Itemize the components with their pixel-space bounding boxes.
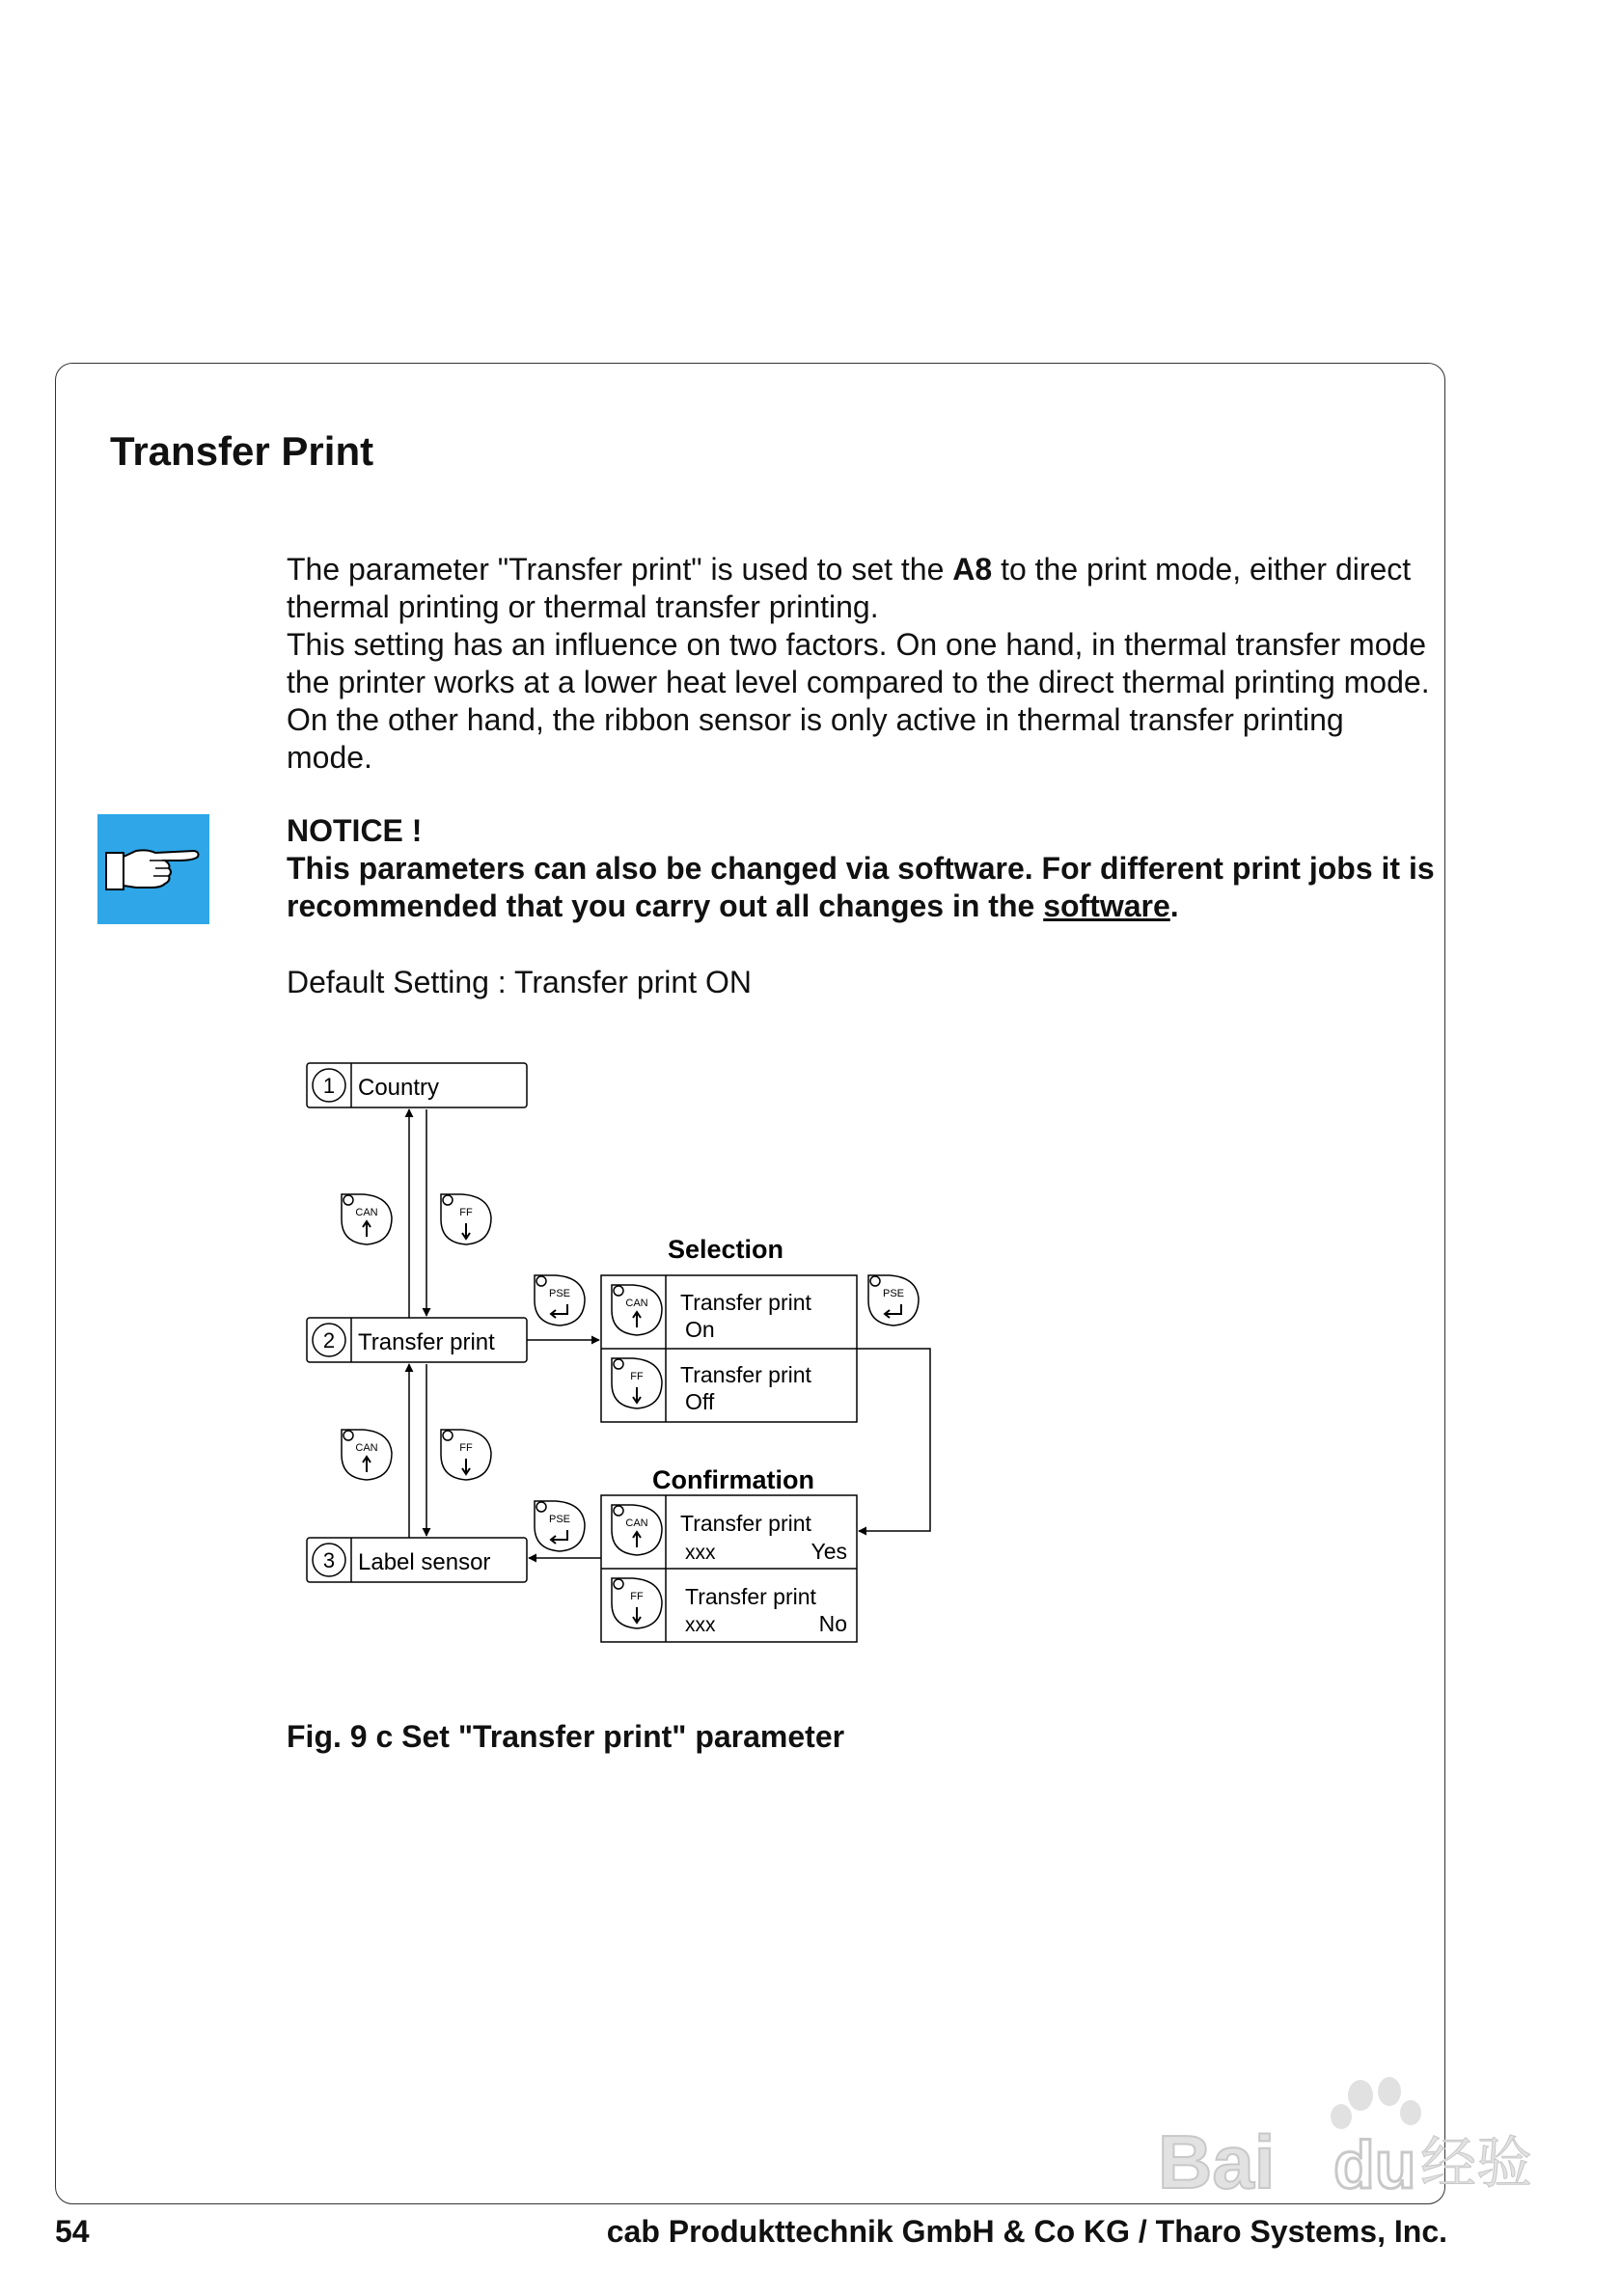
menu-number-3: 3 <box>322 1548 336 1572</box>
svg-text:CAN: CAN <box>355 1207 378 1218</box>
svg-text:FF: FF <box>459 1207 473 1218</box>
pse-key-confirm <box>535 1501 585 1551</box>
confirm-yes-value: xxx <box>685 1542 716 1564</box>
figure-caption: Fig. 9 c Set "Transfer print" parameter <box>287 1719 845 1754</box>
intro-paragraph-1: The parameter "Transfer print" is used to set the A8 to the print mode, either direct thermal printing or thermal transfer printing. <box>287 552 1412 624</box>
paw-icon <box>1331 2077 1421 2129</box>
baidu-watermark <box>1158 2074 1544 2228</box>
menu-flow-diagram <box>289 1052 965 1654</box>
menu-label-label-sensor: Label sensor <box>358 1549 491 1575</box>
ff-key-confirmation <box>612 1578 662 1628</box>
svg-text:CAN: CAN <box>625 1298 648 1309</box>
menu-item-country <box>307 1063 527 1107</box>
pse-key-to-confirmation <box>868 1275 919 1326</box>
selection-on-line1: Transfer print <box>680 1290 811 1315</box>
software-link: software <box>1043 888 1170 923</box>
svg-text:CAN: CAN <box>625 1517 648 1529</box>
confirmation-heading: Confirmation <box>652 1465 814 1494</box>
watermark-jingyan: 经验 <box>1420 2132 1533 2195</box>
svg-text:CAN: CAN <box>355 1442 378 1454</box>
menu-item-label-sensor <box>307 1538 527 1582</box>
svg-text:FF: FF <box>630 1371 644 1382</box>
can-key-1 <box>342 1194 392 1244</box>
svg-text:PSE: PSE <box>548 1514 571 1525</box>
notice-heading: NOTICE ! <box>287 813 423 848</box>
intro-text <box>287 551 1435 777</box>
model-name: A8 <box>952 552 993 587</box>
can-key-2 <box>342 1430 392 1480</box>
confirm-yes-line1: Transfer print <box>680 1511 811 1536</box>
svg-text:FF: FF <box>459 1442 473 1454</box>
confirm-no-value: xxx <box>685 1614 716 1636</box>
svg-text:PSE: PSE <box>548 1288 571 1299</box>
default-setting: Default Setting : Transfer print ON <box>287 965 752 999</box>
arrow-to-confirmation <box>857 1349 930 1531</box>
notice-body: This parameters can also be changed via software. For different print jobs it is recommended that you carry out all changes in the software. <box>287 851 1435 923</box>
pointing-hand-icon <box>97 814 209 924</box>
menu-number-1: 1 <box>322 1074 336 1098</box>
notice-block <box>287 812 1435 925</box>
confirm-no-answer: No <box>818 1611 847 1636</box>
svg-text:PSE: PSE <box>882 1288 905 1299</box>
watermark-du: du <box>1333 2127 1416 2202</box>
page-number: 54 <box>55 2214 90 2249</box>
section-title: Transfer Print <box>110 428 374 474</box>
menu-label-country: Country <box>358 1075 440 1101</box>
selection-heading: Selection <box>667 1235 784 1264</box>
selection-off-line1: Transfer print <box>680 1362 811 1387</box>
svg-text:FF: FF <box>630 1591 644 1602</box>
intro-paragraph-2: This setting has an influence on two factors. On one hand, in thermal transfer mode the printer works at a lower heat level compared to the direct thermal printing mode. On the other hand, the ribbon sensor is only active in thermal transfer printing mode. <box>287 627 1430 775</box>
footer-company: cab Produkttechnik GmbH & Co KG / Tharo Systems, Inc. <box>606 2214 1447 2249</box>
pse-key-enter-selection <box>535 1275 585 1326</box>
ff-key-1 <box>441 1194 491 1244</box>
watermark-bai: Bai <box>1158 2119 1276 2204</box>
selection-off-line2: Off <box>685 1389 715 1414</box>
can-key-confirmation <box>612 1505 662 1555</box>
ff-key-selection <box>612 1358 662 1408</box>
confirm-no-line1: Transfer print <box>685 1584 816 1609</box>
menu-item-transfer-print <box>307 1318 527 1362</box>
menu-label-transfer-print: Transfer print <box>358 1329 495 1355</box>
confirm-yes-answer: Yes <box>810 1539 847 1564</box>
menu-number-2: 2 <box>322 1328 336 1353</box>
selection-on-line2: On <box>685 1317 715 1342</box>
can-key-selection <box>612 1285 662 1335</box>
ff-key-2 <box>441 1430 491 1480</box>
